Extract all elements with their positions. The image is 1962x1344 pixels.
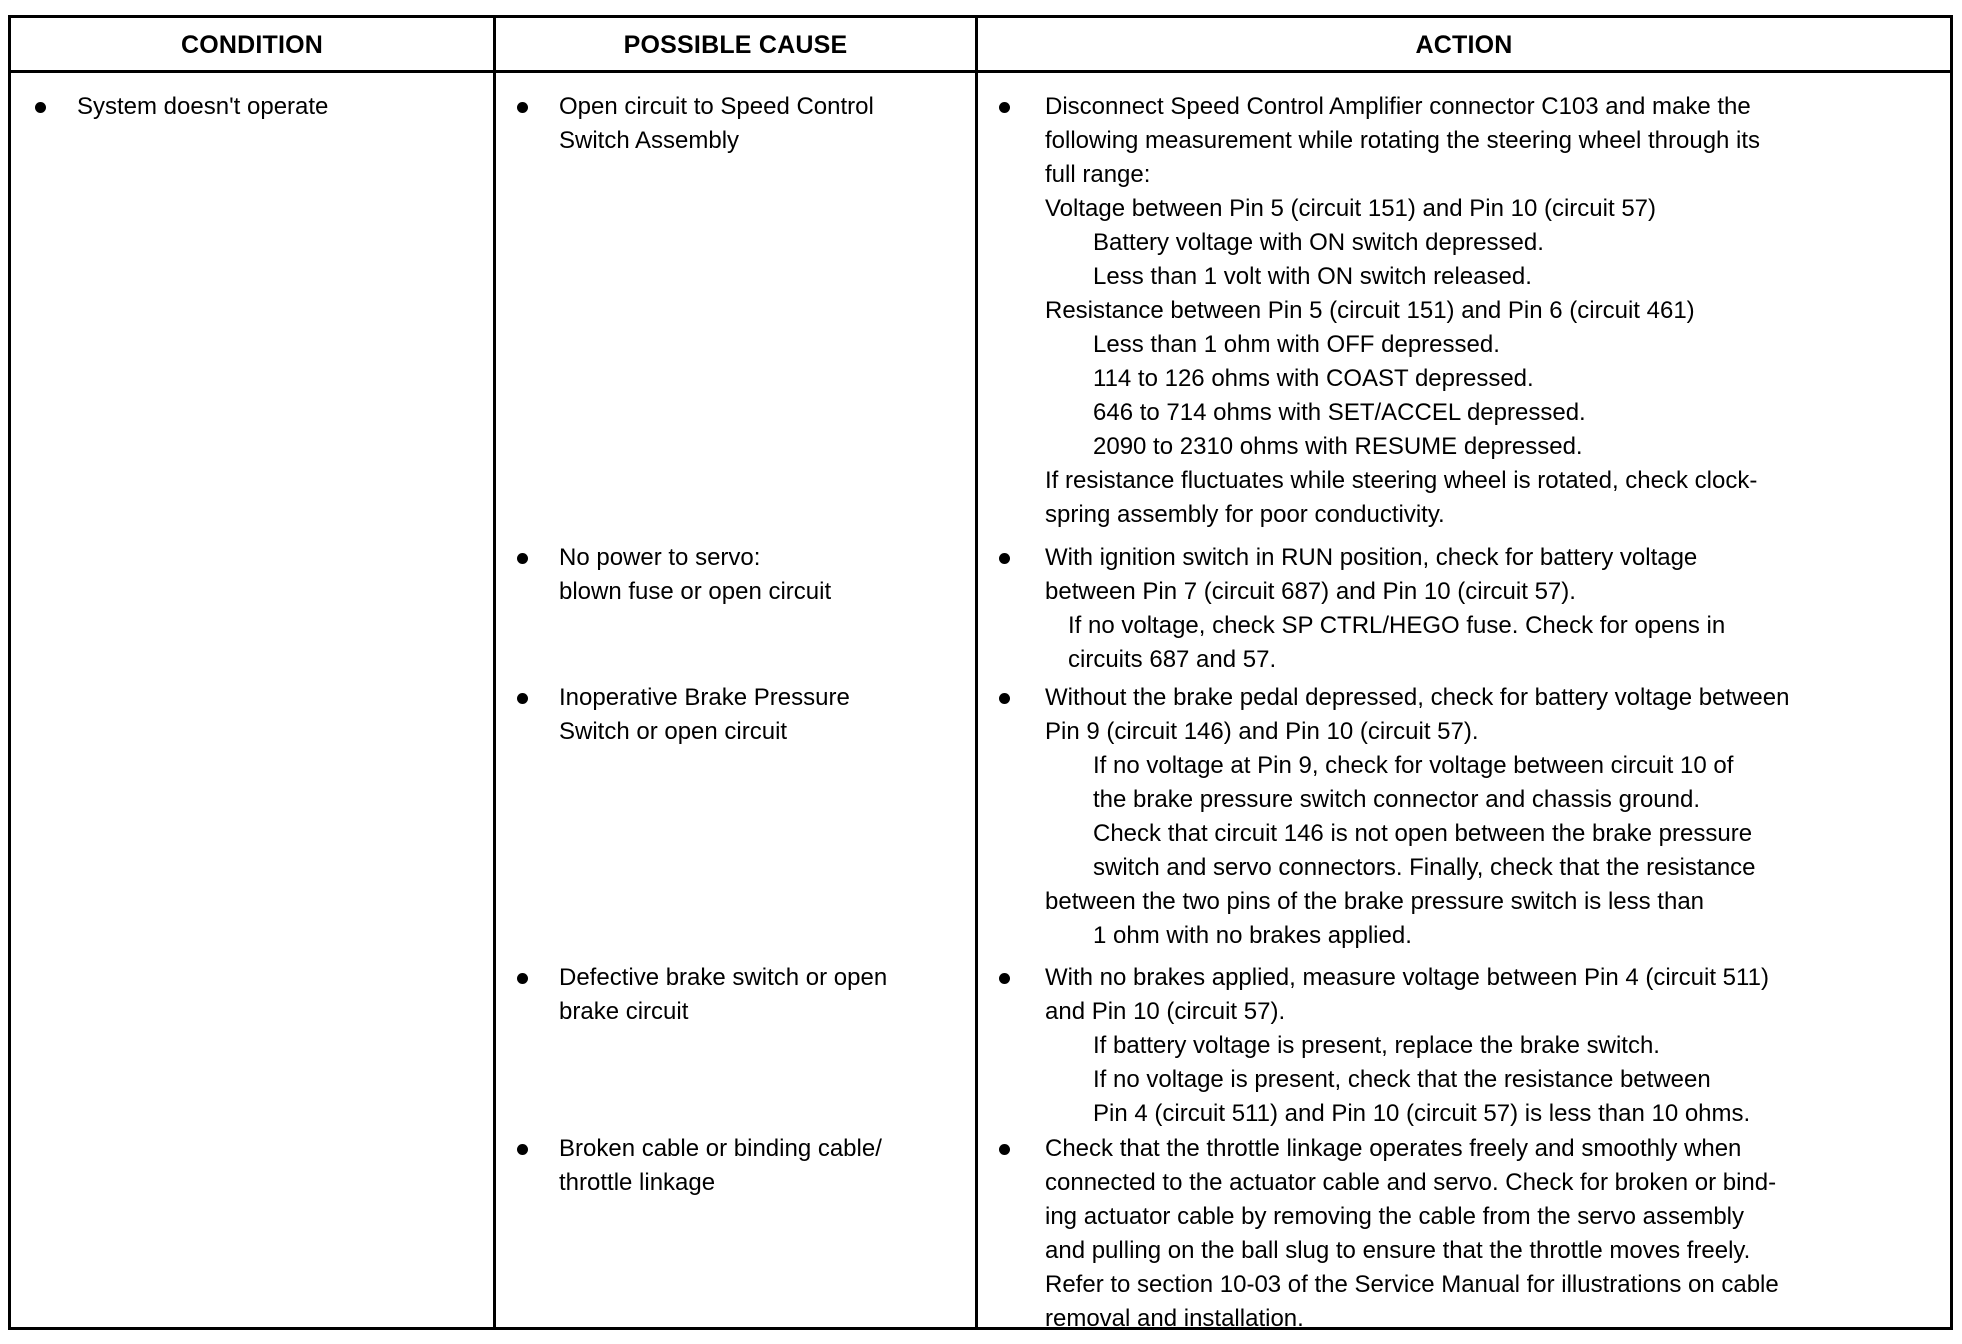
bullet-icon xyxy=(517,1144,528,1155)
possible-cause-text: No power to servo: xyxy=(559,544,761,571)
action-text: between the two pins of the brake pressure switch is less than xyxy=(1045,888,1705,915)
possible-cause-text: Switch or open circuit xyxy=(559,718,788,745)
action-text: and pulling on the ball slug to ensure that the throttle moves freely. xyxy=(1045,1237,1751,1264)
action-text: If battery voltage is present, replace the brake switch. xyxy=(1093,1032,1660,1059)
header-condition: CONDITION xyxy=(180,30,324,59)
bullet-icon xyxy=(999,553,1010,564)
action-text: full range: xyxy=(1045,161,1151,188)
column-divider xyxy=(493,18,496,1327)
action-text: Check that the throttle linkage operates freely and smoothly when xyxy=(1045,1135,1742,1162)
possible-cause-text: blown fuse or open circuit xyxy=(559,578,832,605)
bullet-icon xyxy=(517,973,528,984)
bullet-icon xyxy=(999,102,1010,113)
action-text: 2090 to 2310 ohms with RESUME depressed. xyxy=(1093,433,1583,460)
action-text: Without the brake pedal depressed, check for battery voltage between xyxy=(1045,684,1790,711)
possible-cause-text: Inoperative Brake Pressure xyxy=(559,684,850,711)
possible-cause-text: Defective brake switch or open xyxy=(559,964,888,991)
action-text: If no voltage at Pin 9, check for voltage between circuit 10 of xyxy=(1093,752,1734,779)
action-text: 114 to 126 ohms with COAST depressed. xyxy=(1093,365,1534,392)
action-text: Battery voltage with ON switch depressed. xyxy=(1093,229,1544,256)
troubleshooting-table xyxy=(8,15,1953,1330)
action-text: Less than 1 ohm with OFF depressed. xyxy=(1093,331,1500,358)
possible-cause-text: throttle linkage xyxy=(559,1169,716,1196)
action-text: Voltage between Pin 5 (circuit 151) and Pin 10 (circuit 57) xyxy=(1045,195,1657,222)
action-text: If no voltage, check SP CTRL/HEGO fuse. Check for opens in xyxy=(1068,612,1726,639)
action-text: 646 to 714 ohms with SET/ACCEL depressed. xyxy=(1093,399,1586,426)
action-text: connected to the actuator cable and servo. Check for broken or bind- xyxy=(1045,1169,1777,1196)
possible-cause-text: Broken cable or binding cable/ xyxy=(559,1135,882,1162)
action-text: Refer to section 10-03 of the Service Manual for illustrations on cable xyxy=(1045,1271,1779,1298)
bullet-icon xyxy=(999,1144,1010,1155)
condition-text: System doesn't operate xyxy=(77,93,329,120)
action-text: Pin 4 (circuit 511) and Pin 10 (circuit 57) is less than 10 ohms. xyxy=(1093,1100,1751,1127)
column-divider xyxy=(975,18,978,1327)
action-text: If no voltage is present, check that the resistance between xyxy=(1093,1066,1711,1093)
action-text: With no brakes applied, measure voltage between Pin 4 (circuit 511) xyxy=(1045,964,1769,991)
action-text: Less than 1 volt with ON switch released. xyxy=(1093,263,1532,290)
possible-cause-text: Open circuit to Speed Control xyxy=(559,93,874,120)
action-text: switch and servo connectors. Finally, check that the resistance xyxy=(1093,854,1756,881)
action-text: circuits 687 and 57. xyxy=(1068,646,1277,673)
action-text: Resistance between Pin 5 (circuit 151) and Pin 6 (circuit 461) xyxy=(1045,297,1695,324)
bullet-icon xyxy=(517,102,528,113)
action-text: following measurement while rotating the steering wheel through its xyxy=(1045,127,1761,154)
bullet-icon xyxy=(35,102,46,113)
action-text: removal and installation. xyxy=(1045,1305,1304,1332)
action-text: Disconnect Speed Control Amplifier connector C103 and make the xyxy=(1045,93,1751,120)
action-text: Check that circuit 146 is not open between the brake pressure xyxy=(1093,820,1753,847)
action-text: ing actuator cable by removing the cable from the servo assembly xyxy=(1045,1203,1745,1230)
bullet-icon xyxy=(999,693,1010,704)
action-text: Pin 9 (circuit 146) and Pin 10 (circuit 57). xyxy=(1045,718,1479,745)
action-text: If resistance fluctuates while steering wheel is rotated, check clock- xyxy=(1045,467,1758,494)
bullet-icon xyxy=(517,553,528,564)
action-text: With ignition switch in RUN position, check for battery voltage xyxy=(1045,544,1698,571)
action-text: spring assembly for poor conductivity. xyxy=(1045,501,1445,528)
bullet-icon xyxy=(517,693,528,704)
possible-cause-text: Switch Assembly xyxy=(559,127,740,154)
bullet-icon xyxy=(999,973,1010,984)
header-action: ACTION xyxy=(1415,30,1513,59)
action-text: between Pin 7 (circuit 687) and Pin 10 (circuit 57). xyxy=(1045,578,1576,605)
header-possible-cause: POSSIBLE CAUSE xyxy=(623,30,848,59)
action-text: the brake pressure switch connector and chassis ground. xyxy=(1093,786,1700,813)
action-text: 1 ohm with no brakes applied. xyxy=(1093,922,1412,949)
possible-cause-text: brake circuit xyxy=(559,998,689,1025)
action-text: and Pin 10 (circuit 57). xyxy=(1045,998,1286,1025)
